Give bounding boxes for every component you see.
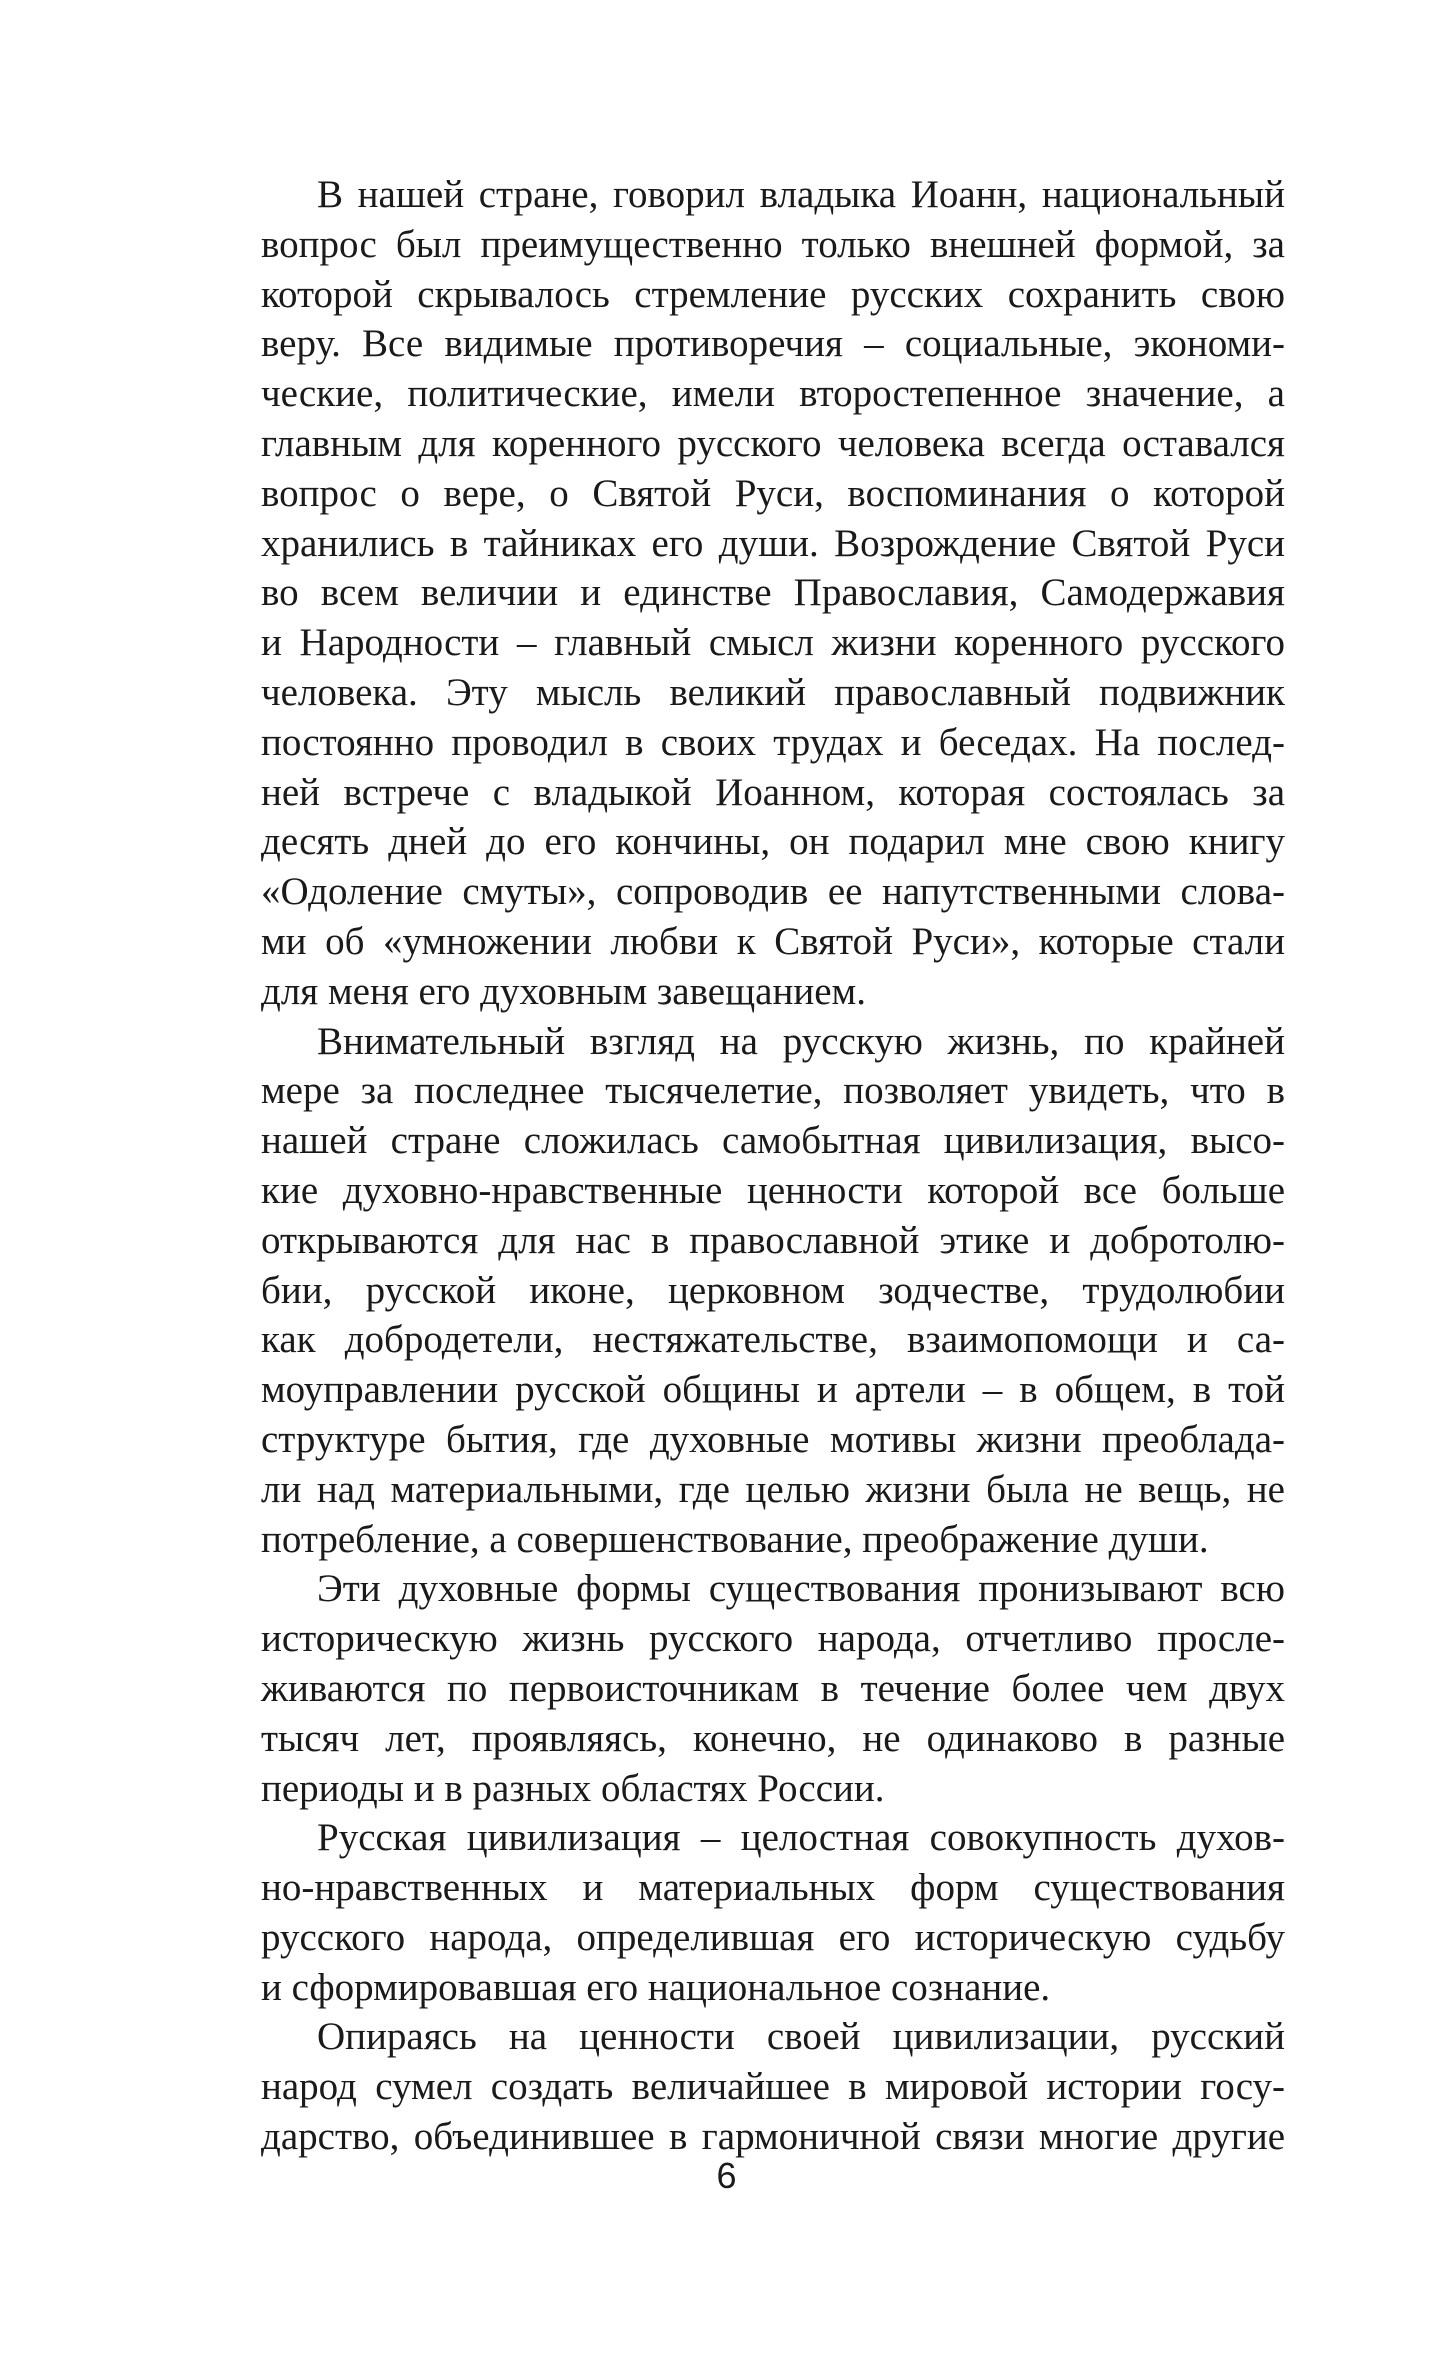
body-text	[205, 170, 1285, 2162]
text-line: В нашей стране, говорил владыка Иоанн, национальный	[317, 173, 1285, 216]
text-line: нашей стране сложилась самобытная цивилизация, высо-	[261, 1119, 1285, 1163]
text-line: структуре бытия, где духовные мотивы жизни преоблада-	[261, 1417, 1285, 1461]
text-line: мере за последнее тысячелетие, позволяет увидеть, что в	[261, 1069, 1285, 1113]
paragraph-2	[205, 1017, 1285, 1565]
text-line: народ сумел создать величайшее в мировой истории госу-	[261, 2065, 1285, 2109]
text-line: которой скрывалось стремление русских сохранить свою	[261, 272, 1285, 316]
text-line: моуправлении русской общины и артели – в общем, в той	[261, 1368, 1285, 1412]
text-line: ли над материальными, где целью жизни была не вещь, не	[261, 1467, 1285, 1511]
text-line: ми об «умножении любви к Святой Руси», которые стали	[261, 919, 1285, 963]
text-line: открываются для нас в православной этике и добротолю-	[261, 1218, 1285, 1262]
text-line: периоды и в разных областях России.	[261, 1766, 885, 1810]
text-line: дарство, объединившее в гармоничной связи многие другие	[261, 2115, 1285, 2159]
text-line: живаются по первоисточникам в течение более чем двух	[261, 1666, 1285, 1710]
text-line: десять дней до его кончины, он подарил мне свою книгу	[261, 820, 1285, 864]
paragraph-3	[205, 1564, 1285, 1813]
text-line: веру. Все видимые противоречия – социальные, экономи-	[261, 322, 1285, 366]
text-line: потребление, а совершенствование, преображение души.	[261, 1517, 1209, 1561]
text-line: человека. Эту мысль великий православный подвижник	[261, 670, 1285, 714]
text-line: историческую жизнь русского народа, отчетливо просле-	[261, 1617, 1285, 1661]
text-line: главным для коренного русского человека всегда оставался	[261, 421, 1285, 465]
text-line: вопрос был преимущественно только внешней формой, за	[261, 222, 1285, 266]
text-line: ческие, политические, имели второстепенное значение, а	[261, 372, 1285, 416]
text-line: кие духовно-нравственные ценности которой все больше	[261, 1168, 1285, 1212]
text-line: вопрос о вере, о Святой Руси, воспоминания о которой	[261, 471, 1285, 515]
text-line: постоянно проводил в своих трудах и беседах. На послед-	[261, 720, 1285, 764]
text-line: Эти духовные формы существования пронизывают всю	[317, 1567, 1285, 1611]
text-line: хранились в тайниках его души. Возрождение Святой Руси	[261, 521, 1285, 565]
text-line: Внимательный взгляд на русскую жизнь, по крайней	[317, 1019, 1285, 1063]
text-line: Русская цивилизация – целостная совокупность духов-	[317, 1816, 1285, 1860]
text-line: Опираясь на ценности своей цивилизации, русский	[317, 2015, 1285, 2059]
paragraph-1	[205, 170, 1285, 1017]
text-line: русского народа, определившая его историческую судьбу	[261, 1915, 1285, 1959]
page-number: 6	[716, 2155, 737, 2196]
text-line: «Одоление смуты», сопроводив ее напутственными слова-	[261, 870, 1285, 914]
text-line: бии, русской иконе, церковном зодчестве, трудолюбии	[261, 1268, 1285, 1312]
paragraph-4	[205, 1813, 1285, 2012]
text-line: тысяч лет, проявляясь, конечно, не одинаково в разные	[261, 1716, 1285, 1760]
text-line: и Народности – главный смысл жизни коренного русского	[261, 621, 1285, 665]
text-line: ней встрече с владыкой Иоанном, которая состоялась за	[261, 770, 1285, 814]
text-line: но-нравственных и материальных форм существования	[261, 1866, 1285, 1910]
paragraph-5	[205, 2012, 1285, 2161]
text-line: как добродетели, нестяжательстве, взаимопомощи и са-	[261, 1318, 1285, 1362]
text-line: во всем величии и единстве Православия, Самодержавия	[261, 571, 1285, 615]
text-line: и сформировавшая его национальное сознание.	[261, 1965, 1051, 2009]
text-line: для меня его духовным завещанием.	[261, 969, 866, 1013]
